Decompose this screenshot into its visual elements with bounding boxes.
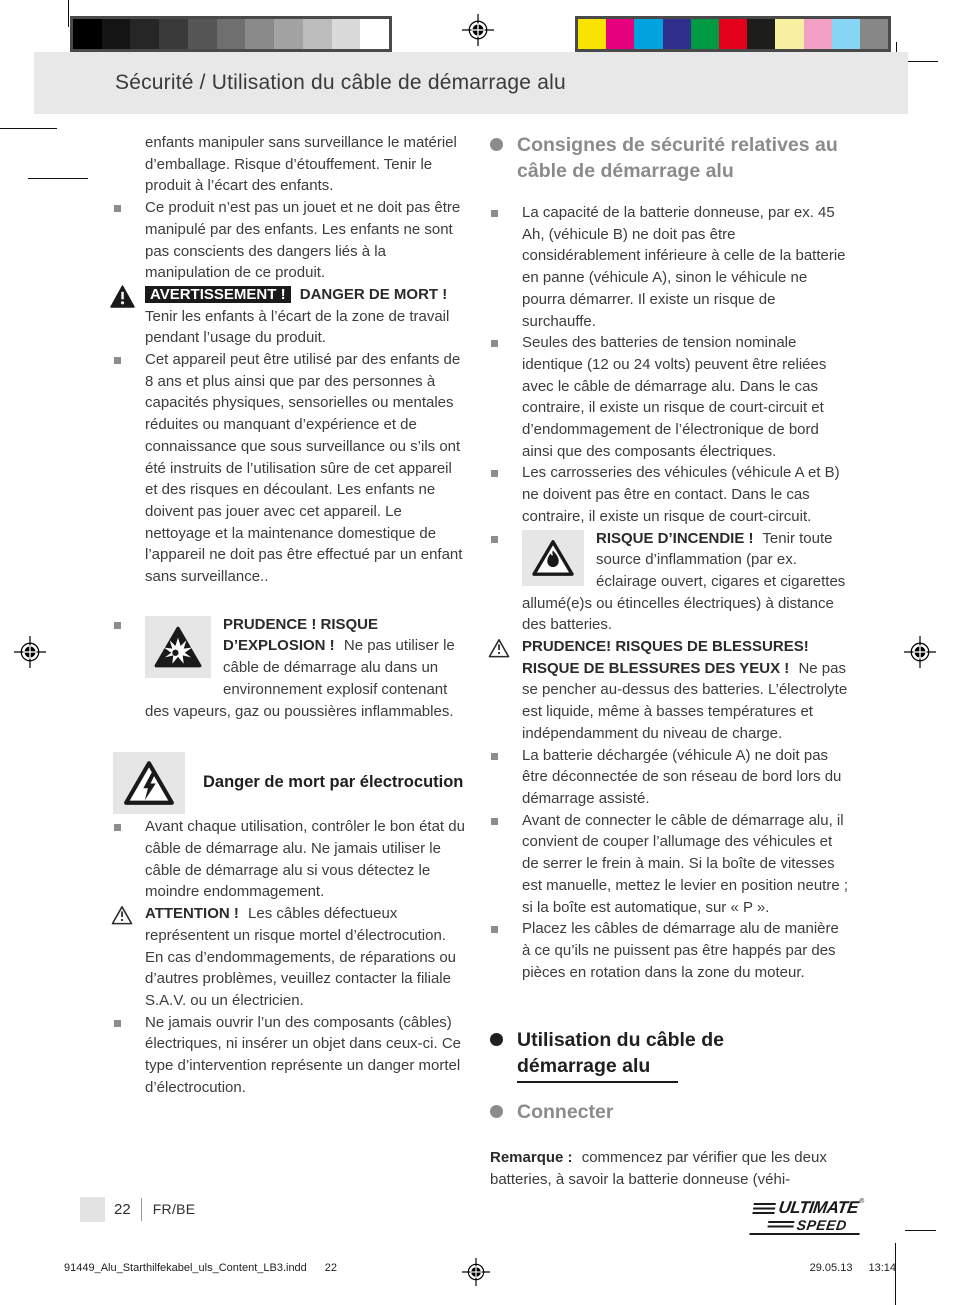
paragraph-text: Tenir les enfants à l’écart de la zone de travail pendant l’usage du produit.	[145, 307, 450, 347]
crop-mark	[68, 0, 69, 27]
safety-bullet-item	[490, 462, 848, 527]
paragraph-text: Les carrosseries des véhicules (véhicule A et B) ne doivent pas être en contact. Dans le cas contraire, il existe un risque de court-circuit.	[522, 464, 840, 525]
safety-bullet-item	[490, 918, 848, 983]
calibration-cell	[159, 19, 188, 49]
safety-bullet-item	[490, 202, 848, 332]
bullet-square	[491, 818, 498, 825]
calibration-cell	[804, 19, 832, 49]
fire-hazard-icon	[522, 530, 584, 586]
logo-word-speed: SPEED	[795, 1217, 848, 1233]
bullet-square	[114, 824, 121, 831]
color-calibration-bar	[575, 16, 891, 52]
calibration-cell	[775, 19, 803, 49]
speed-lines-icon	[752, 1203, 776, 1214]
explosion-warning-item	[113, 614, 467, 723]
calibration-cell	[663, 19, 691, 49]
section-title: Consignes de sécurité relatives au câble de démarrage alu	[517, 134, 838, 182]
section-bullet-dot-icon	[490, 1105, 503, 1118]
logo-word-ultimate: ULTIMATE	[777, 1198, 860, 1217]
safety-bullet-item	[113, 197, 467, 284]
print-filename: 91449_Alu_Starthilfekabel_uls_Content_LB3.indd	[64, 1262, 307, 1274]
calibration-cell	[360, 19, 389, 49]
section-bullet-dot-icon	[490, 1033, 503, 1046]
bullet-square	[114, 357, 121, 364]
paragraph-text: Avant de connecter le câble de démarrage alu, il convient de couper l’allumage des véhicules et de serrer le frein à main. Si la boîte de vitesses est manuelle, mettez le levier en position neutre ; si la boîte est automatique, sur « P ».	[522, 811, 849, 916]
section-title: Connecter	[517, 1101, 614, 1124]
bullet-square	[491, 470, 498, 477]
remark-paragraph	[490, 1147, 848, 1190]
logo-row-bottom	[749, 1217, 862, 1235]
bullet-square	[491, 210, 498, 217]
safety-bullet-item	[113, 816, 467, 903]
warning-triangle-outline-icon	[111, 905, 133, 932]
print-page-number: 22	[324, 1262, 338, 1274]
paragraph-text: La batterie déchargée (véhicule A) ne doit pas être déconnectée de son réseau de bord lors du démarrage assisté.	[522, 746, 842, 807]
section-bullet-dot-icon	[490, 138, 503, 151]
section-heading-connect	[490, 1099, 848, 1125]
header-band	[34, 52, 908, 114]
speed-lines-icon	[767, 1221, 794, 1230]
paragraph-text: Seules des batteries de tension nominale identique (12 ou 24 volts) peuvent être reliées avec le câble de démarrage alu. Dans le cas contraire, il existe un risque de court-circuit et d’endommagement de l’électronique de bord ainsi que des composants électriques.	[522, 334, 827, 460]
calibration-cell	[578, 19, 606, 49]
calibration-cell	[332, 19, 361, 49]
calibration-cell	[188, 19, 217, 49]
section-title: Danger de mort par électrocution	[203, 773, 464, 792]
calibration-cell	[303, 19, 332, 49]
safety-paragraph	[113, 132, 467, 197]
grayscale-calibration-bar	[70, 16, 392, 52]
paragraph-text: Ne pas se pencher au-dessus des batteries. L’électrolyte est liquide, même à basses températures et indépendamment du niveau de charge.	[522, 659, 848, 742]
footer-gray-square	[80, 1197, 105, 1222]
calibration-cell	[606, 19, 634, 49]
fire-warning-item	[490, 528, 848, 637]
calibration-cell	[860, 19, 888, 49]
crop-mark	[908, 61, 938, 62]
warning-label: ATTENTION !	[145, 905, 239, 923]
safety-bullet-item	[490, 810, 848, 919]
paragraph-text: Placez les câbles de démarrage alu de manière à ce qu’ils ne puissent pas être happés par des pièces en rotation dans la zone du moteur.	[522, 920, 839, 981]
section-title-line1: Utilisation du câble de	[517, 1029, 724, 1052]
print-datetime-group	[810, 1262, 896, 1274]
paragraph-text: Les câbles défectueux représentent un risque mortel d’électrocution. En cas d’endommagements, de réparations ou d’autres problèmes, veuillez contacter la filiale S.A.V. ou un électricien.	[145, 905, 457, 1009]
paragraph-text: Tenir toute source d’inflammation (par ex. éclairage ouvert, cigares et cigarettes allumé(e)s ou étincelles électriques) à distance des batteries.	[522, 529, 846, 634]
footer	[80, 1196, 195, 1222]
paragraph-text: La capacité de la batterie donneuse, par ex. 45 Ah, (véhicule B) ne doit pas être considérablement inférieure à celle de la batterie en panne (véhicule A), sinon le véhicule ne pourra démarrer. Il existe un risque de surchauffe.	[522, 204, 846, 330]
calibration-cell	[217, 19, 246, 49]
calibration-cell	[832, 19, 860, 49]
safety-bullet-item	[490, 332, 848, 462]
calibration-cell	[719, 19, 747, 49]
print-info-line	[64, 1262, 896, 1274]
warning-triangle-filled-icon	[110, 285, 135, 315]
warning-triangle-outline-icon	[488, 638, 510, 665]
crop-mark	[895, 1243, 896, 1305]
safety-bullet-item	[113, 349, 467, 588]
logo-row-top	[752, 1198, 865, 1218]
right-column	[490, 132, 848, 1191]
print-time: 13:14	[868, 1262, 896, 1274]
paragraph-text: enfants manipuler sans surveillance le matériel d’emballage. Risque d’étouffement. Tenir le produit à l’écart des enfants.	[145, 134, 457, 195]
warning-death-item	[113, 284, 467, 349]
ultimate-speed-logo	[749, 1198, 864, 1235]
calibration-cell	[245, 19, 274, 49]
footer-divider	[141, 1198, 142, 1221]
print-date: 29.05.13	[809, 1262, 853, 1274]
safety-bullet-item	[490, 745, 848, 810]
paragraph-text: commencez par vérifier que les deux batteries, à savoir la batterie donneuse (véhi-	[490, 1149, 827, 1189]
warning-label: PRUDENCE ! RISQUE D’EXPLOSION !	[223, 615, 379, 655]
attention-item	[113, 903, 467, 1012]
bullet-square	[491, 926, 498, 933]
bullet-square	[114, 205, 121, 212]
crop-mark	[905, 1230, 936, 1231]
bullet-square	[491, 753, 498, 760]
registration-mark-icon	[14, 636, 46, 673]
calibration-cell	[634, 19, 662, 49]
calibration-cell	[130, 19, 159, 49]
crop-mark	[28, 178, 88, 179]
paragraph-text: Avant chaque utilisation, contrôler le bon état du câble de démarrage alu. Ne jamais utiliser le câble de démarrage alu si vous détectez le moindre endommagement.	[145, 818, 465, 901]
crop-mark	[0, 128, 57, 129]
calibration-cell	[102, 19, 131, 49]
bullet-square	[114, 1020, 121, 1027]
section-title-line2: démarrage alu	[517, 1053, 678, 1083]
page-number: 22	[114, 1200, 131, 1218]
calibration-cell	[747, 19, 775, 49]
registered-trademark-symbol: ®	[858, 1198, 865, 1205]
calibration-cell	[691, 19, 719, 49]
print-filename-group	[64, 1262, 337, 1274]
warning-label: PRUDENCE! RISQUES DE BLESSURES! RISQUE DE BLESSURES DES YEUX !	[522, 638, 809, 677]
paragraph-text: Cet appareil peut être utilisé par des enfants de 8 ans et plus ainsi que par des personnes à capacités physiques, sensorielles ou mentales réduites ou manquant d’expérience et de connaissance que sous surveillance ou s’ils ont été instruits de l’utilisation sûre de cet appareil et des risques en découlant. Les enfants ne doivent pas jouer avec cet appareil. Le nettoyage et la maintenance domestique de l’appareil ne doit pas être effectué par un enfant sans surveillance..	[145, 351, 463, 586]
paragraph-text: Ne jamais ouvrir l’un des composants (câbles) électriques, ni insérer un objet dans ceux-ci. Ce type d’intervention représente un danger mortel d’électrocution.	[145, 1013, 461, 1096]
bullet-square	[491, 340, 498, 347]
calibration-cell	[73, 19, 102, 49]
registration-mark-icon	[462, 14, 494, 51]
section-heading-safety-notes	[490, 132, 848, 184]
injury-warning-item	[490, 636, 848, 745]
explosion-hazard-icon	[145, 616, 211, 678]
electric-shock-hazard-icon	[113, 752, 185, 814]
left-column	[113, 132, 467, 1098]
safety-bullet-item	[113, 1012, 467, 1099]
paragraph-text: Ne pas utiliser le câble de démarrage alu dans un environnement explosif contenant des vapeurs, gaz ou poussières inflammables.	[145, 637, 455, 720]
section-heading-usage	[490, 1027, 848, 1083]
warning-label-reversed: AVERTISSEMENT !	[145, 286, 291, 303]
remark-label: Remarque :	[490, 1149, 573, 1167]
bullet-square	[491, 536, 498, 543]
electrocution-section-header	[113, 752, 467, 814]
bullet-square	[114, 622, 121, 629]
page-title: Sécurité / Utilisation du câble de démarrage alu	[115, 71, 566, 94]
warning-label: RISQUE D’INCENDIE !	[596, 529, 754, 547]
language-code: FR/BE	[152, 1201, 196, 1217]
calibration-cell	[274, 19, 303, 49]
paragraph-text: Ce produit n’est pas un jouet et ne doit pas être manipulé par des enfants. Les enfants ne sont pas conscients des dangers liés à la manipulation de ce produit.	[145, 199, 461, 282]
warning-label: DANGER DE MORT !	[299, 285, 448, 303]
registration-mark-icon	[904, 636, 936, 673]
